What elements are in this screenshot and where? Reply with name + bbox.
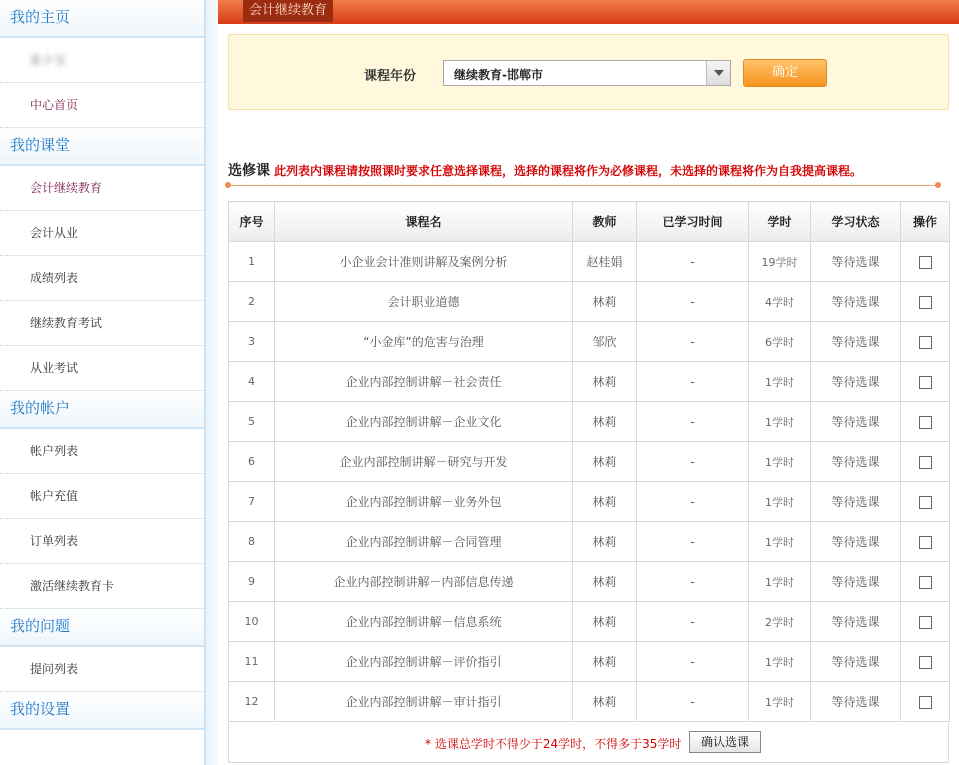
- cell-studied-time: -: [637, 362, 749, 402]
- cell-course-name: 企业内部控制讲解－信息系统: [275, 602, 573, 642]
- header-hours: 学时: [749, 202, 811, 242]
- cell-no: 8: [229, 522, 275, 562]
- tab-accounting-ce[interactable]: 会计继续教育: [243, 0, 333, 22]
- table-row: [229, 322, 950, 362]
- course-year-value: 继续教育-邯郸市: [454, 68, 543, 82]
- select-course-checkbox[interactable]: [919, 456, 932, 469]
- course-table: [228, 201, 950, 722]
- cell-hours: 4学时: [749, 282, 811, 322]
- cell-action: [901, 682, 950, 722]
- confirm-selection-button[interactable]: 确认选课: [689, 731, 761, 753]
- header-bar: [218, 0, 959, 24]
- header-status: 学习状态: [811, 202, 901, 242]
- main-content: [218, 0, 959, 765]
- sidebar-section-questions[interactable]: 我的问题: [0, 609, 204, 647]
- chevron-down-icon[interactable]: [706, 61, 730, 85]
- select-course-checkbox[interactable]: [919, 336, 932, 349]
- select-course-checkbox[interactable]: [919, 416, 932, 429]
- cell-status: 等待选课: [811, 522, 901, 562]
- cell-no: 9: [229, 562, 275, 602]
- cell-studied-time: -: [637, 282, 749, 322]
- cell-action: [901, 402, 950, 442]
- cell-action: [901, 442, 950, 482]
- header-action: 操作: [901, 202, 950, 242]
- table-row: [229, 682, 950, 722]
- sidebar-item-account-list[interactable]: 帐户列表: [0, 429, 204, 474]
- header-no: 序号: [229, 202, 275, 242]
- cell-studied-time: -: [637, 642, 749, 682]
- cell-action: [901, 602, 950, 642]
- cell-studied-time: -: [637, 322, 749, 362]
- select-course-checkbox[interactable]: [919, 256, 932, 269]
- cell-teacher: 林莉: [573, 522, 637, 562]
- sidebar-item-accounting-practice[interactable]: 会计从业: [0, 211, 204, 256]
- cell-teacher: 林莉: [573, 482, 637, 522]
- sidebar-divider: [206, 0, 218, 765]
- cell-teacher: 林莉: [573, 282, 637, 322]
- table-row: [229, 562, 950, 602]
- cell-hours: 1学时: [749, 682, 811, 722]
- cell-course-name: 企业内部控制讲解－内部信息传递: [275, 562, 573, 602]
- cell-status: 等待选课: [811, 362, 901, 402]
- cell-hours: 1学时: [749, 562, 811, 602]
- select-course-checkbox[interactable]: [919, 536, 932, 549]
- cell-status: 等待选课: [811, 682, 901, 722]
- cell-action: [901, 362, 950, 402]
- course-year-label: 课程年份: [364, 69, 417, 84]
- sidebar-item-practice-exam[interactable]: 从业考试: [0, 346, 204, 391]
- cell-no: 11: [229, 642, 275, 682]
- table-row: [229, 642, 950, 682]
- cell-course-name: 小企业会计准则讲解及案例分析: [275, 242, 573, 282]
- cell-no: 3: [229, 322, 275, 362]
- elective-note: 此列表内课程请按照课时要求任意选择课程，选择的课程将作为必修课程，未选择的课程将作为自我提高课程。: [274, 164, 863, 178]
- cell-studied-time: -: [637, 442, 749, 482]
- confirm-year-button[interactable]: 确定: [743, 59, 827, 87]
- cell-teacher: 林莉: [573, 562, 637, 602]
- cell-hours: 2学时: [749, 602, 811, 642]
- cell-course-name: 企业内部控制讲解－审计指引: [275, 682, 573, 722]
- table-row: [229, 602, 950, 642]
- sidebar-item-username: [0, 38, 204, 83]
- sidebar-section-settings[interactable]: 我的设置: [0, 692, 204, 730]
- cell-status: 等待选课: [811, 642, 901, 682]
- cell-no: 7: [229, 482, 275, 522]
- cell-course-name: 企业内部控制讲解－业务外包: [275, 482, 573, 522]
- cell-status: 等待选课: [811, 402, 901, 442]
- cell-action: [901, 522, 950, 562]
- sidebar-item-orders[interactable]: 订单列表: [0, 519, 204, 564]
- select-course-checkbox[interactable]: [919, 696, 932, 709]
- cell-studied-time: -: [637, 602, 749, 642]
- cell-status: 等待选课: [811, 562, 901, 602]
- cell-course-name: 企业内部控制讲解－社会责任: [275, 362, 573, 402]
- table-row: [229, 402, 950, 442]
- hours-requirement-note: * 选课总学时不得少于24学时，不得多于35学时: [425, 737, 682, 751]
- table-row: [229, 522, 950, 562]
- username-label: 张小宝: [30, 53, 67, 67]
- cell-no: 12: [229, 682, 275, 722]
- select-course-checkbox[interactable]: [919, 496, 932, 509]
- sidebar-section-classroom[interactable]: 我的课堂: [0, 128, 204, 166]
- cell-action: [901, 642, 950, 682]
- select-course-checkbox[interactable]: [919, 656, 932, 669]
- cell-status: 等待选课: [811, 282, 901, 322]
- cell-status: 等待选课: [811, 602, 901, 642]
- cell-teacher: 林莉: [573, 682, 637, 722]
- cell-hours: 1学时: [749, 362, 811, 402]
- sidebar-item-ce-exam[interactable]: 继续教育考试: [0, 301, 204, 346]
- table-row: [229, 282, 950, 322]
- cell-teacher: 林莉: [573, 602, 637, 642]
- cell-status: 等待选课: [811, 482, 901, 522]
- select-course-checkbox[interactable]: [919, 616, 932, 629]
- table-row: [229, 482, 950, 522]
- table-footer: [228, 723, 949, 763]
- cell-studied-time: -: [637, 562, 749, 602]
- header-studied-time: 已学习时间: [637, 202, 749, 242]
- cell-teacher: 林莉: [573, 362, 637, 402]
- select-course-checkbox[interactable]: [919, 576, 932, 589]
- cell-course-name: 企业内部控制讲解－评价指引: [275, 642, 573, 682]
- cell-studied-time: -: [637, 242, 749, 282]
- divider-dot-right: [935, 182, 941, 188]
- cell-hours: 1学时: [749, 402, 811, 442]
- cell-no: 2: [229, 282, 275, 322]
- cell-status: 等待选课: [811, 242, 901, 282]
- sidebar-item-activate-card[interactable]: 激活继续教育卡: [0, 564, 204, 609]
- cell-course-name: “小金库”的危害与治理: [275, 322, 573, 362]
- table-header-row: [229, 202, 950, 242]
- course-year-select[interactable]: [443, 60, 731, 86]
- filter-panel: [228, 34, 949, 110]
- cell-status: 等待选课: [811, 442, 901, 482]
- cell-teacher: 林莉: [573, 442, 637, 482]
- table-row: [229, 362, 950, 402]
- cell-hours: 1学时: [749, 642, 811, 682]
- select-course-checkbox[interactable]: [919, 296, 932, 309]
- sidebar-item-accounting-ce[interactable]: 会计继续教育: [0, 166, 204, 211]
- sidebar: [0, 0, 206, 765]
- cell-action: [901, 562, 950, 602]
- cell-action: [901, 282, 950, 322]
- cell-no: 4: [229, 362, 275, 402]
- sidebar-item-center-home[interactable]: 中心首页: [0, 83, 204, 128]
- cell-hours: 1学时: [749, 482, 811, 522]
- sidebar-item-grades[interactable]: 成绩列表: [0, 256, 204, 301]
- table-row: [229, 242, 950, 282]
- cell-status: 等待选课: [811, 322, 901, 362]
- sidebar-section-home[interactable]: 我的主页: [0, 0, 204, 38]
- cell-hours: 1学时: [749, 522, 811, 562]
- cell-hours: 6学时: [749, 322, 811, 362]
- cell-teacher: 赵桂娟: [573, 242, 637, 282]
- cell-course-name: 会计职业道德: [275, 282, 573, 322]
- cell-teacher: 林莉: [573, 402, 637, 442]
- cell-course-name: 企业内部控制讲解－研究与开发: [275, 442, 573, 482]
- cell-course-name: 企业内部控制讲解－合同管理: [275, 522, 573, 562]
- cell-no: 10: [229, 602, 275, 642]
- cell-teacher: 林莉: [573, 642, 637, 682]
- cell-no: 1: [229, 242, 275, 282]
- cell-studied-time: -: [637, 482, 749, 522]
- table-row: [229, 442, 950, 482]
- cell-hours: 1学时: [749, 442, 811, 482]
- header-teacher: 教师: [573, 202, 637, 242]
- cell-no: 6: [229, 442, 275, 482]
- sidebar-item-recharge[interactable]: 帐户充值: [0, 474, 204, 519]
- cell-action: [901, 482, 950, 522]
- cell-teacher: 邹欣: [573, 322, 637, 362]
- cell-no: 5: [229, 402, 275, 442]
- sidebar-section-account[interactable]: 我的帐户: [0, 391, 204, 429]
- cell-action: [901, 322, 950, 362]
- sidebar-item-question-list[interactable]: 提问列表: [0, 647, 204, 692]
- cell-studied-time: -: [637, 402, 749, 442]
- cell-course-name: 企业内部控制讲解－企业文化: [275, 402, 573, 442]
- elective-title: 选修课: [228, 163, 270, 179]
- cell-action: [901, 242, 950, 282]
- cell-studied-time: -: [637, 522, 749, 562]
- cell-studied-time: -: [637, 682, 749, 722]
- cell-hours: 19学时: [749, 242, 811, 282]
- select-course-checkbox[interactable]: [919, 376, 932, 389]
- title-divider: [228, 185, 938, 187]
- divider-dot-left: [225, 182, 231, 188]
- header-course-name: 课程名: [275, 202, 573, 242]
- section-title: [228, 160, 949, 180]
